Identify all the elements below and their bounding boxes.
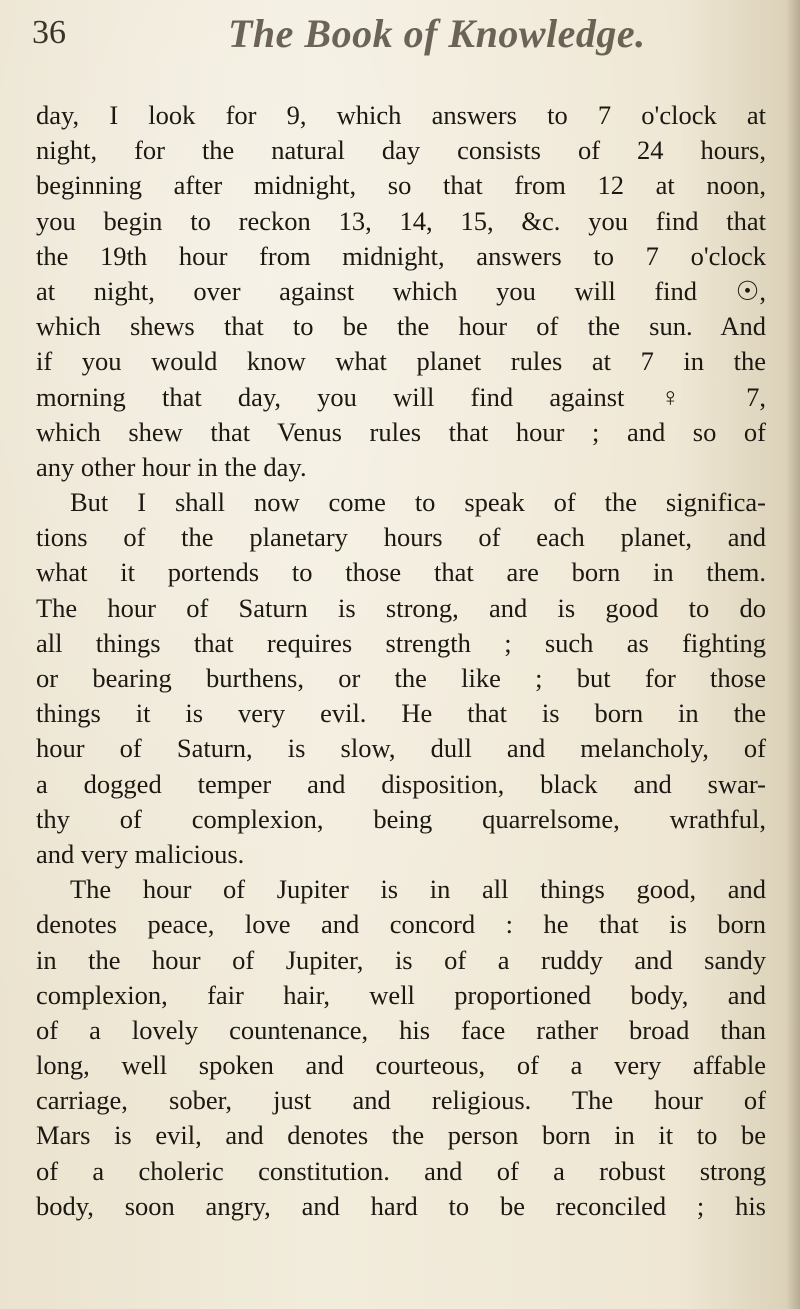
text-line: denotes peace, love and concord : he that is born (36, 909, 766, 940)
text-line: long, well spoken and courteous, of a very affable (36, 1050, 766, 1081)
text-line: any other hour in the day. (36, 451, 307, 482)
text-line: carriage, sober, just and religious. The hour of (36, 1085, 766, 1116)
text-line: body, soon angry, and hard to be reconciled ; his (36, 1190, 766, 1221)
text-line: of a lovely countenance, his face rather broad than (36, 1014, 766, 1045)
text-line: what it portends to those that are born in them. (36, 557, 766, 588)
text-line: a dogged temper and disposition, black and swar- (36, 768, 766, 799)
text-line: you begin to reckon 13, 14, 15, &c. you find that (36, 205, 766, 236)
text-line: and very malicious. (36, 838, 245, 869)
body-text (36, 98, 766, 1224)
text-line: The hour of Saturn is strong, and is good to do (36, 592, 766, 623)
running-head (22, 6, 782, 66)
text-line: of a choleric constitution. and of a robust strong (36, 1155, 766, 1186)
text-line: or bearing burthens, or the like ; but for those (36, 663, 766, 693)
text-line: things it is very evil. He that is born in the (36, 698, 766, 729)
text-line: at night, over against which you will find ☉, (36, 275, 766, 306)
text-line: morning that day, you will find against ♀ 7, (36, 381, 766, 412)
text-line: night, for the natural day consists of 24 hours, (36, 135, 766, 166)
text-line: day, I look for 9, which answers to 7 o'clock at (36, 100, 766, 130)
page-edge-shadow (786, 0, 800, 1309)
text-line: hour of Saturn, is slow, dull and melancholy, of (36, 733, 766, 764)
text-line: which shew that Venus rules that hour ; and so of (36, 416, 766, 447)
text-line: in the hour of Jupiter, is of a ruddy and sandy (36, 944, 766, 975)
text-line: if you would know what planet rules at 7 in the (36, 346, 766, 377)
text-line: The hour of Jupiter is in all things good, and (70, 874, 766, 905)
text-line: which shews that to be the hour of the sun. And (36, 311, 766, 342)
text-line: all things that requires strength ; such as fighting (36, 627, 766, 658)
page-number: 36 (32, 14, 66, 51)
text-line: tions of the planetary hours of each planet, and (36, 522, 766, 553)
text-line: beginning after midnight, so that from 12 at noon, (36, 170, 766, 201)
text-line: thy of complexion, being quarrelsome, wrathful, (36, 803, 766, 834)
text-line: complexion, fair hair, well proportioned body, and (36, 979, 766, 1010)
text-line: the 19th hour from midnight, answers to 7 o'clock (36, 240, 766, 271)
text-line: But I shall now come to speak of the significa- (70, 487, 766, 518)
text-line: Mars is evil, and denotes the person born in it to be (36, 1120, 766, 1151)
book-title: The Book of Knowledge. (228, 11, 646, 56)
